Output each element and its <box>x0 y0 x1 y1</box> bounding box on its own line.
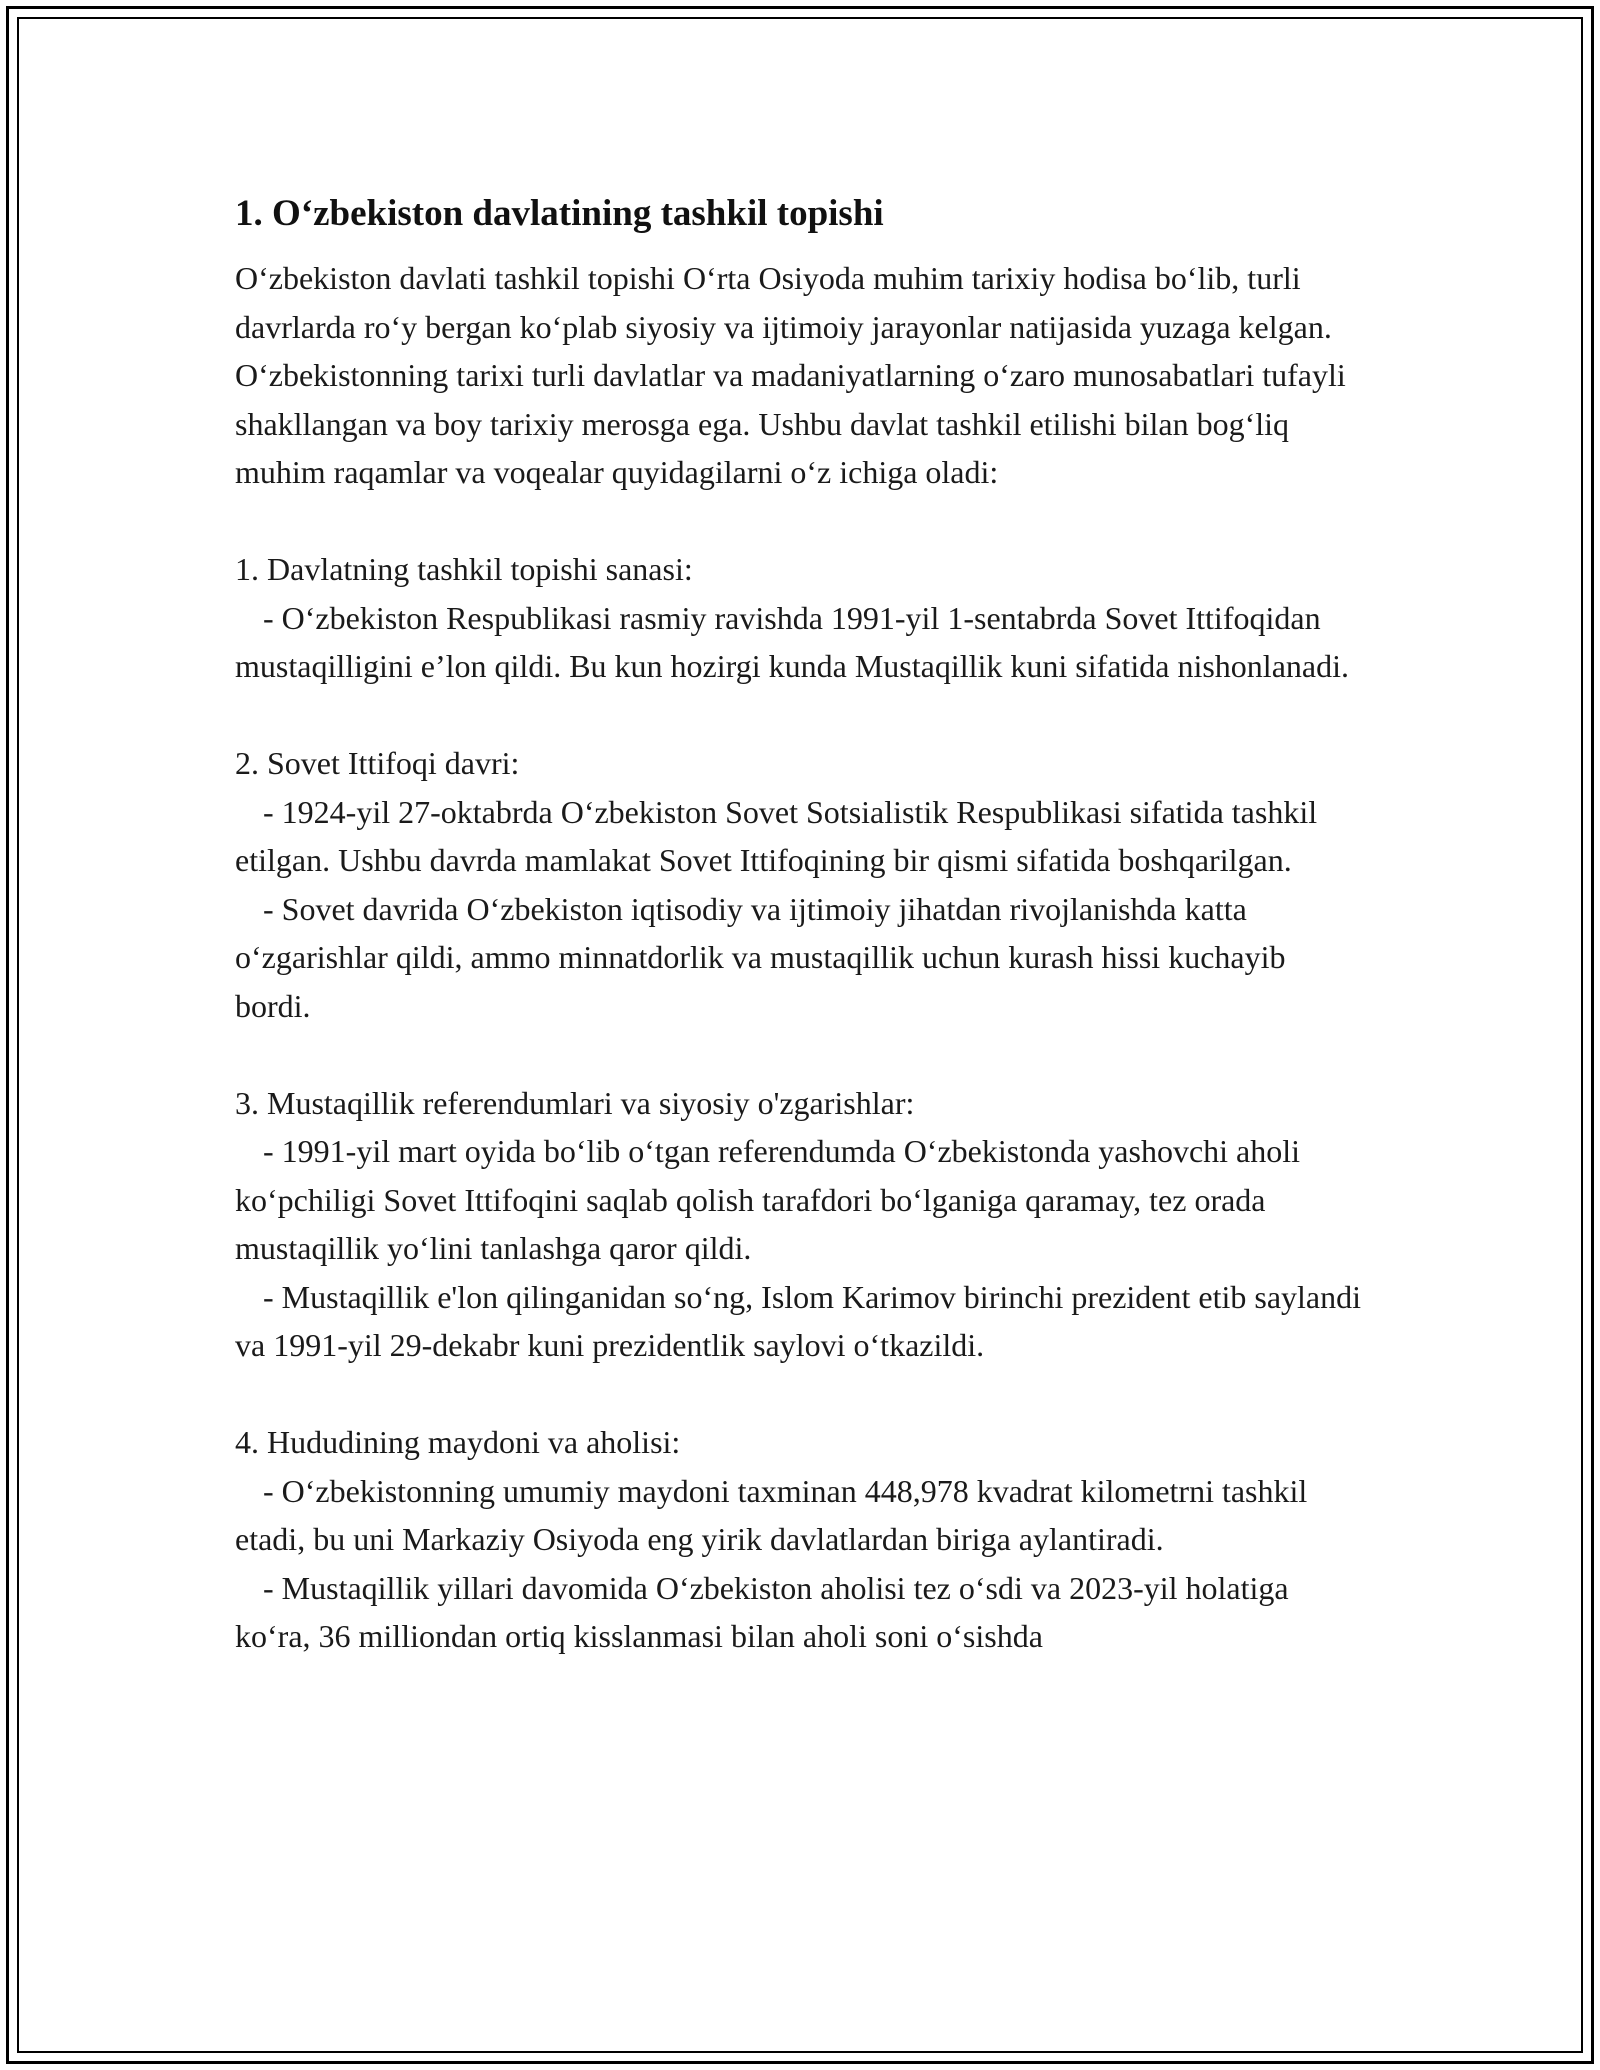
section-soviet-period <box>235 739 1385 1030</box>
bullet-item: - Mustaqillik yillari davomida O‘zbekiston aholisi tez o‘sdi va 2023-yil holatiga ko‘ra, 36 milliondan ortiq kisslanmasi bilan aholi soni o‘sishda <box>235 1569 1289 1654</box>
bullet-item: - Mustaqillik e'lon qilinganidan so‘ng, Islom Karimov birinchi prezident etib saylandi va 1991-yil 29-dekabr kuni prezidentlik saylovi o‘tkazildi. <box>235 1278 1361 1363</box>
intro-paragraph: O‘zbekiston davlati tashkil topishi O‘rta Osiyoda muhim tarixiy hodisa bo‘lib, turli davrlarda ro‘y bergan ko‘plab siyosiy va ijtimoiy jarayonlar natijasida yuzaga kelgan. O‘zbekistonning tarixi turli davlatlar va madaniyatlarning o‘zaro munosabatlari tufayli shakllangan va boy tarixiy merosga ega. Ushbu davlat tashkil etilishi bilan bog‘liq muhim raqamlar va voqealar quyidagilarni o‘z ichiga oladi: <box>235 260 1346 490</box>
document-body <box>235 186 1385 1661</box>
bullet-item: - Sovet davrida O‘zbekiston iqtisodiy va ijtimoiy jihatdan rivojlanishda katta o‘zgarishlar qildi, ammo minnatdorlik va mustaqillik uchun kurash hissi kuchayib bordi. <box>235 890 1286 1024</box>
bullet-item: - O‘zbekistonning umumiy maydoni taxminan 448,978 kvadrat kilometrni tashkil etadi, bu uni Markaziy Osiyoda eng yirik davlatlardan biriga aylantiradi. <box>235 1472 1308 1557</box>
section-heading: 2. Sovet Ittifoqi davri: <box>235 745 520 781</box>
section-heading: 3. Mustaqillik referendumlari va siyosiy o'zgarishlar: <box>235 1084 915 1121</box>
bullet-item: - O‘zbekiston Respublikasi rasmiy ravishda 1991-yil 1-sentabrda Sovet Ittifoqidan mustaqilligini e’lon qildi. Bu kun hozirgi kunda Mustaqillik kuni sifatida nishonlanadi. <box>235 599 1349 684</box>
section-heading: 1. Davlatning tashkil topishi sanasi: <box>235 551 693 587</box>
bullet-item: - 1991-yil mart oyida bo‘lib o‘tgan referendumda O‘zbekistonda yashovchi aholi ko‘pchiligi Sovet Ittifoqini saqlab qolish tarafdori bo‘lganiga qaramay, tez orada mustaqillik yo‘lini tanlashga qaror qildi. <box>235 1133 1301 1266</box>
section-independence-referendums <box>235 1079 1385 1370</box>
bullet-item: - 1924-yil 27-oktabrda O‘zbekiston Sovet Sotsialistik Respublikasi sifatida tashkil etilgan. Ushbu davrda mamlakat Sovet Ittifoqining bir qismi sifatida boshqarilgan. <box>235 793 1318 878</box>
section-area-population <box>235 1418 1385 1661</box>
document-title: 1. O‘zbekiston davlatining tashkil topishi <box>235 193 884 234</box>
section-heading: 4. Hududining maydoni va aholisi: <box>235 1424 681 1460</box>
section-founding-date <box>235 545 1385 691</box>
